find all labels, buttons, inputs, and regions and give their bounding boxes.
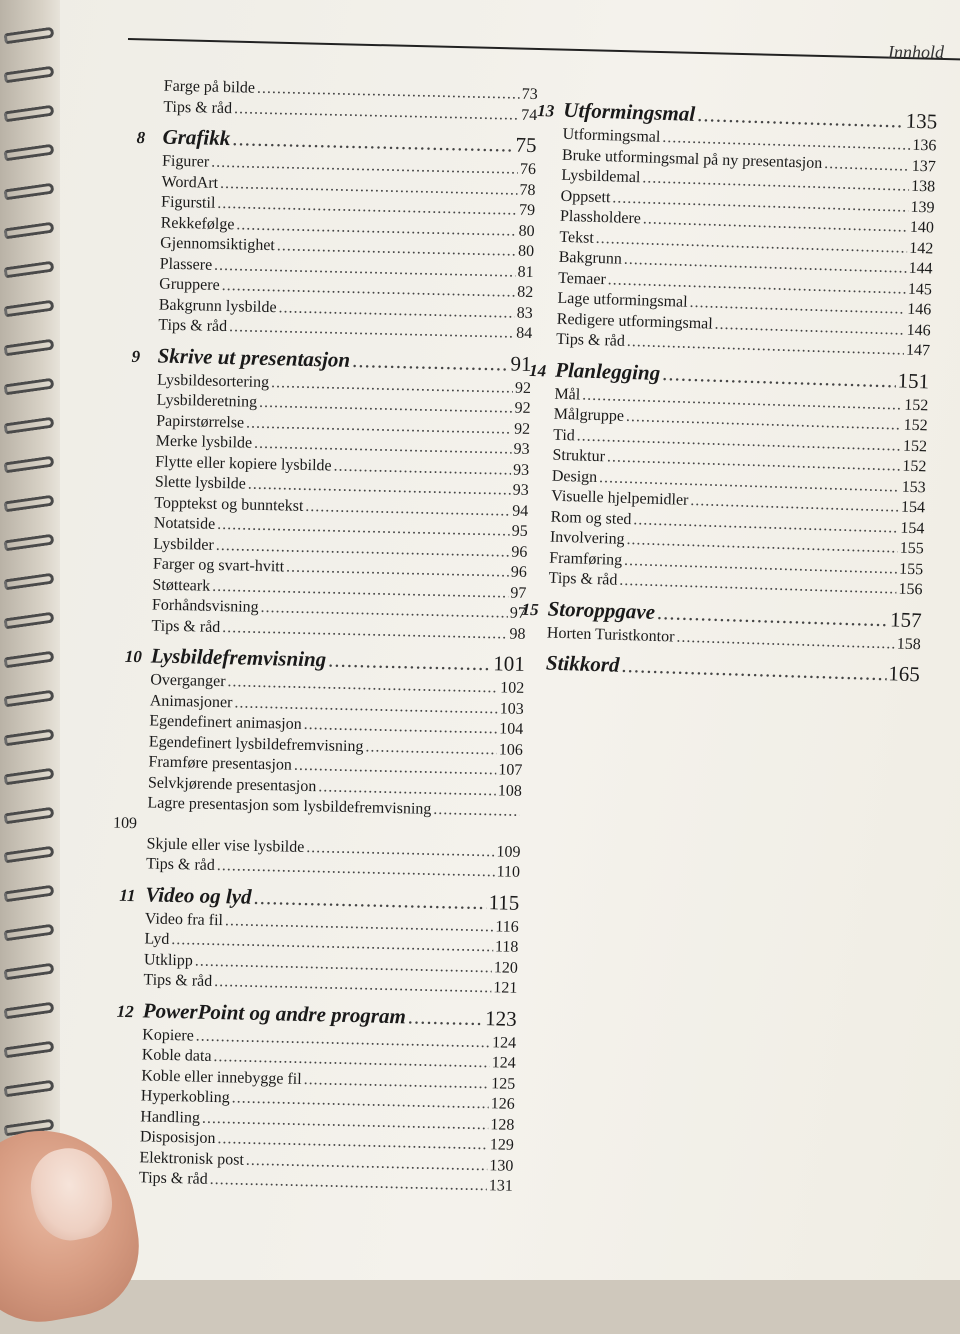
toc-entry-label: Slette lysbilde [154,473,247,493]
toc-entry-page: 107 [498,761,523,779]
toc-entry-label: Horten Turistkontor [546,624,675,646]
toc-entry-page: 152 [904,396,929,414]
toc-entry-label: Handling [140,1107,201,1127]
toc-entry-page: 92 [514,379,532,397]
toc-entry-page: 140 [909,218,935,237]
toc-entry-page: 98 [509,625,526,643]
toc-entry-label: Lysbilder [153,534,215,554]
toc-entry-label: Forhåndsvisning [151,596,259,616]
toc-entry-page: 94 [512,502,529,520]
dot-leader [697,101,904,133]
toc-entry-page: 97 [510,584,527,602]
dot-leader [253,883,487,914]
spiral-coil [3,66,54,84]
toc-entry-label: Kopiere [142,1025,194,1045]
toc-entry-label: Redigere utformingsmal [556,310,713,333]
toc-entry-page: 121 [493,979,518,997]
toc-entry-page: 135 [905,108,938,134]
book-page [38,0,960,1280]
toc-entry-label: Framføre presentasjon [148,753,293,774]
toc-entry-page: 104 [499,720,524,738]
spiral-coil [3,924,54,942]
toc-entry-label: WordArt [161,173,219,192]
toc-entry-label: Tips & råd [143,971,213,990]
toc-entry-page: 115 [488,889,520,915]
toc-entry-label: Animasjoner [149,691,233,711]
toc-entry-label: Plassere [159,255,213,274]
toc-entry-page: 157 [889,606,922,632]
toc-entry-label: Tips & råd [163,98,233,117]
toc-entry-page: 92 [513,420,531,438]
toc-left-column [113,76,538,1197]
toc-entry-page: 129 [489,1136,515,1154]
toc-entry-page: 74 [521,106,538,124]
toc-chapter [520,649,921,688]
toc-entry-label: Overganger [150,671,226,691]
toc-entry-label: Tips & råd [145,855,216,874]
toc-entry-page: 80 [518,222,535,240]
toc-entry-label: Koble data [141,1046,212,1065]
spiral-coil [3,612,54,630]
chapter-title: Lysbildefremvisning [150,643,327,672]
toc-entry-label: Tips & råd [138,1169,208,1188]
chapter-title: Video og lyd [145,881,252,909]
toc-entry-page: 158 [896,635,922,653]
spiral-coil [3,27,54,45]
toc-entry-label: Tid [552,426,576,444]
dot-leader [824,154,910,177]
spiral-coil [3,222,54,240]
toc-entry-page: 151 [897,367,930,393]
toc-entry-label: Merke lysbilde [155,432,253,452]
toc-entry-page: 155 [899,539,925,558]
chapter-title: Grafikk [162,124,231,151]
toc-entry-page: 106 [498,740,524,759]
spiral-coil [3,378,54,396]
toc-entry-page: 154 [900,498,926,517]
toc-entry-label: Temaer [557,269,607,288]
running-header: Innhold [888,42,944,62]
header-rule [128,38,960,61]
toc-entry-label: Rom og sted [550,508,632,528]
toc-entry-label: Oppsett [560,187,611,206]
toc-entry-label: Elektronisk post [139,1148,245,1169]
toc-entry-page: 73 [521,85,538,104]
toc-entry-page: 128 [490,1115,515,1134]
spiral-binding [0,0,60,1280]
toc-entry-label: Skjule eller vise lysbilde [146,834,305,856]
toc-entry-page: 123 [484,1005,517,1031]
spiral-coil [3,1041,54,1059]
toc-entry-page: 79 [518,201,536,220]
toc-entry-page: 109 [496,842,521,861]
toc-entry-label: Framføring [549,549,623,569]
toc-entry-page: 93 [512,481,529,499]
toc-entry-page: 165 [887,661,921,687]
toc-entry-page: 109 [112,814,138,832]
toc-entry-label: Tips & råd [158,316,228,336]
toc-entry-page: 155 [898,560,924,578]
spiral-coil [3,1002,54,1020]
dot-leader [328,646,492,676]
chapter-number: 11 [119,885,136,905]
toc-entry-page: 125 [491,1074,516,1093]
toc-entry-page: 80 [517,242,535,261]
chapter-number: 9 [131,346,141,366]
toc-entry-label: Lysbildemal [561,166,641,187]
toc-entry-label: Lysbilderetning [156,391,258,411]
toc-entry-page: 124 [491,1054,516,1072]
toc-entry-label: Visuelle hjelpemidler [550,487,689,509]
spiral-coil [3,417,54,435]
toc-entry-page: 154 [900,519,925,537]
toc-entry-label: Farger og svart-hvitt [152,555,285,576]
toc-entry-page: 82 [517,283,534,302]
chapter-number: 10 [124,646,143,667]
toc-entry-label: Lysbildesortering [156,371,270,391]
toc-entry-label: Egendefinert lysbildefremvisning [148,732,364,755]
spiral-coil [3,144,54,162]
spiral-coil [3,495,54,513]
chapter-title: Storoppgave [547,596,656,624]
chapter-number [520,669,546,670]
chapter-title: Stikkord [545,650,620,677]
toc-entry-label: Figurer [161,152,210,171]
toc-entry-label: Bakgrunn [558,248,623,268]
toc-entry-page: 96 [510,563,528,581]
chapter-title: Skrive ut presentasjon [157,343,351,372]
dot-leader [232,125,514,157]
toc-entry-label: Egendefinert animasjon [149,712,302,733]
toc-entry-page: 139 [910,198,935,217]
spiral-coil [3,339,54,357]
toc-entry-page: 136 [912,136,937,155]
toc-entry-label: Plassholdere [559,207,642,228]
dot-leader [352,346,509,376]
toc-entry-page: 120 [493,958,519,977]
spiral-coil [3,573,54,591]
toc-entry-page: 147 [905,341,931,360]
toc-entry-label: Struktur [552,446,606,466]
spiral-coil [3,300,54,318]
dot-leader [621,652,887,686]
toc-entry-label: Gjennomsiktighet [160,234,276,255]
chapter-title: PowerPoint og andre program [142,997,407,1028]
spiral-coil [3,261,54,279]
toc-entry-label: Tips & råd [548,569,618,589]
toc-entry-page: 108 [497,781,523,800]
spiral-coil [3,1080,54,1098]
toc-entry-label: Koble eller innebygge fil [141,1066,302,1088]
spiral-coil [3,885,54,903]
dot-leader [408,1003,484,1031]
chapter-number: 13 [537,100,555,121]
spiral-coil [3,456,54,474]
dot-leader [433,800,520,822]
toc-entry-page: 144 [908,259,933,278]
toc-entry-page: 81 [517,263,534,281]
toc-entry-page: 96 [511,543,528,561]
spiral-coil [3,768,54,786]
toc-entry-page: 146 [907,300,932,319]
toc-entry-label: Tips & råd [555,330,626,350]
toc-entry-page: 78 [519,181,536,199]
toc-entry-page: 152 [902,437,928,455]
toc-entry-label: Selvkjørende presentasjon [147,773,317,795]
toc-entry-page: 83 [516,304,533,322]
toc-entry-label: Tekst [559,228,595,247]
toc-entry-page: 110 [496,863,521,881]
spiral-coil [3,651,54,669]
toc-entry-label: Lyd [144,930,170,948]
toc-entry-page: 138 [910,177,936,196]
toc-entry-page: 76 [519,160,537,179]
toc-entry-page: 152 [903,416,928,435]
toc-entry-label: Lagre presentasjon som lysbildefremvisning [147,794,432,818]
toc-entry-label: Papirstørrelse [155,412,245,431]
toc-entry-page: 103 [499,699,524,718]
toc-entry-label: Notatside [153,514,216,533]
toc-entry-page: 146 [906,321,931,339]
spiral-coil [3,690,54,708]
toc-entry-label: Tips & råd [151,616,221,636]
toc-entry-page: 131 [488,1177,514,1195]
toc-entry-page: 124 [491,1033,517,1052]
toc-entry-page: 156 [898,580,923,599]
spiral-coil [3,729,54,747]
toc-entry-label: Bakgrunn lysbilde [158,296,277,316]
toc-entry-label: Topptekst og bunntekst [154,493,304,515]
toc-entry-label: Design [551,467,598,486]
toc-entry-page: 93 [513,440,530,458]
toc-entry-label: Mål [554,385,581,403]
spiral-coil [3,534,54,552]
toc-entry-page: 116 [495,917,519,936]
spiral-coil [3,963,54,981]
toc-entry-label: Utklipp [143,950,194,969]
chapter-title: Planlegging [554,357,661,385]
toc-entry-page: 84 [516,324,533,343]
toc-entry-page: 91 [510,351,532,376]
toc-entry-label: Farge på bilde [163,77,256,97]
toc-entry-label: Rekkefølge [160,214,235,233]
toc-entry-page: 102 [500,679,525,697]
toc-entry-page: 152 [902,457,927,476]
toc-entry-label: Lage utformingsmal [557,289,688,311]
spiral-coil [3,807,54,825]
toc-entry-label: Video fra fil [144,909,224,929]
toc-entry-label: Gruppere [159,275,220,294]
toc-entry-label: Figurstil [160,193,216,212]
toc-entry-page: 142 [908,239,934,257]
toc-entry-label: Flytte eller kopiere lysbilde [155,452,332,474]
toc-entry-page: 153 [901,478,926,496]
toc-entry-page: 126 [490,1095,515,1113]
toc-entry-page: 145 [907,280,933,298]
toc-entry-label: Involvering [549,528,625,548]
toc-entry-page: 95 [511,522,528,540]
chapter-number: 15 [521,599,539,619]
chapter-number: 14 [528,360,547,380]
toc-entry-page: 97 [509,604,527,622]
toc-entry-page: 92 [514,399,531,417]
toc-entry-label: Hyperkobling [140,1087,230,1107]
spiral-coil [3,105,54,123]
toc-entry-page: 101 [492,651,526,676]
toc-entry-page: 93 [512,461,530,479]
chapter-number: 8 [136,127,146,148]
chapter-title: Utformingsmal [563,97,696,126]
toc-entry-page: 75 [515,132,537,158]
toc-entry-label: Målgruppe [553,405,625,425]
toc-entry-label: Bruke utformingsmal på ny presentasjon [561,146,823,172]
spiral-coil [3,846,54,864]
toc-entry-label: Utformingsmal [562,125,661,146]
spiral-coil [3,183,54,201]
chapter-number: 12 [116,1001,134,1021]
toc-entry-page: 130 [489,1156,514,1175]
toc-entry-label: Disposisjon [139,1128,216,1148]
toc-entry-page: 118 [494,938,519,956]
toc-entry-page: 137 [911,157,937,176]
toc-entry-label: Støtteark [152,575,211,595]
